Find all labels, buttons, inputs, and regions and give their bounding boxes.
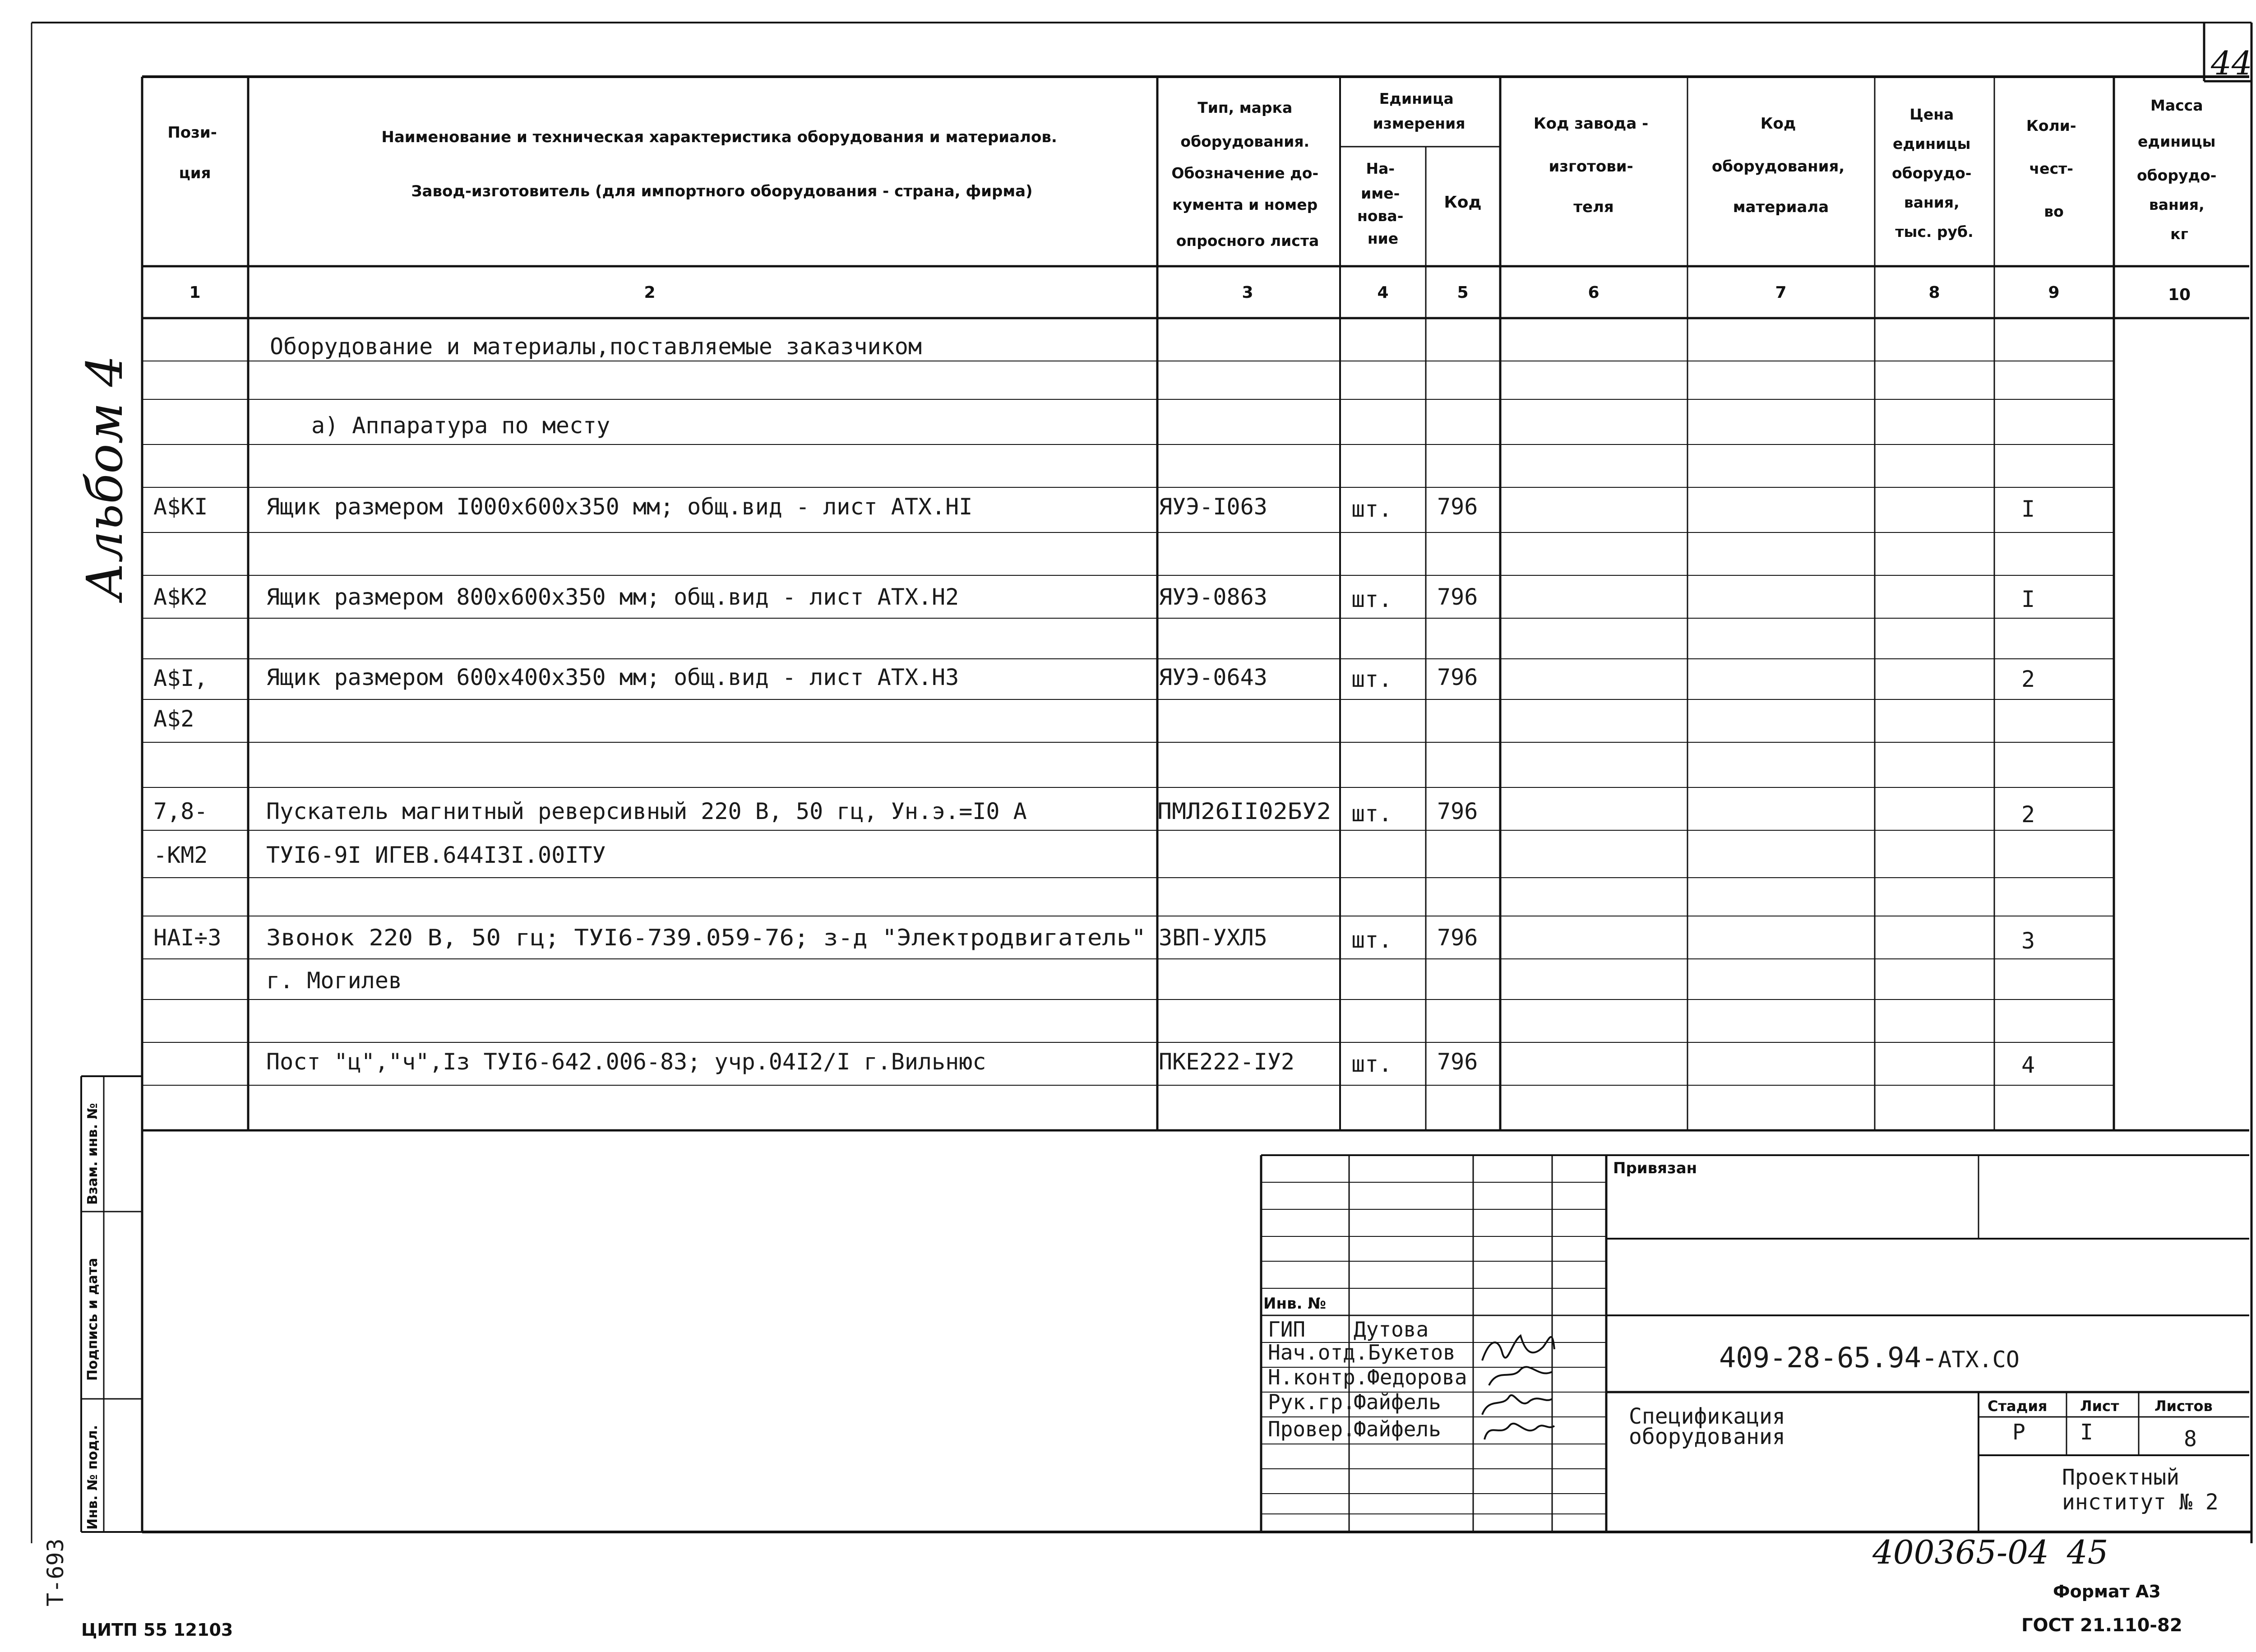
item-quantity: I xyxy=(2021,586,2035,612)
organization-name: Проектный институт № 2 xyxy=(2062,1465,2219,1515)
document-title: Спецификация оборудования xyxy=(1629,1404,1785,1449)
column-number: 5 xyxy=(1457,283,1469,302)
item-unit: шт. xyxy=(1351,927,1392,953)
item-position: A$KI xyxy=(153,494,208,520)
item-position: 7,8- xyxy=(153,798,208,824)
header-unit-name: На- име- нова- ние xyxy=(1357,160,1404,247)
album-label: Альбом 4 xyxy=(76,355,134,600)
sheet-label: Лист xyxy=(2080,1397,2119,1415)
item-name: Ящик размером 600x400x350 мм; общ.вид - лист АТХ.Н3 xyxy=(266,664,959,690)
signatures xyxy=(1482,1336,1554,1439)
item-quantity: 2 xyxy=(2021,801,2035,828)
stamp-replacement-inventory: Взам. инв. № xyxy=(85,1103,101,1205)
table-row xyxy=(266,967,402,994)
item-name: ТУI6-9I ИГЕВ.644I3I.00IТУ xyxy=(266,842,606,868)
sheets-value: 8 xyxy=(2184,1426,2197,1452)
table-row xyxy=(153,584,2035,612)
sheet-value: I xyxy=(2080,1420,2093,1445)
bottom-annotations xyxy=(42,1533,2182,1640)
header-plant-code: Код завода - изготови- теля xyxy=(1533,115,1649,216)
column-number: 7 xyxy=(1775,283,1787,302)
format-label: Формат А3 xyxy=(2053,1582,2161,1601)
column-number: 8 xyxy=(1928,283,1940,302)
table-row xyxy=(153,494,2035,522)
archive-number: 400365-04 45 xyxy=(1872,1533,2108,1571)
table-row xyxy=(153,798,2035,828)
name-checked: Файфель xyxy=(1354,1417,1441,1441)
header-unit-code: Код xyxy=(1444,193,1482,212)
column-number: 2 xyxy=(644,283,656,302)
item-name: а) Аппаратура по месту xyxy=(311,412,610,439)
item-quantity: 2 xyxy=(2021,666,2035,692)
column-number: 10 xyxy=(2168,286,2191,304)
item-name: Оборудование и материалы,поставляемые заказчиком xyxy=(270,333,922,360)
header-name: Наименование и техническая характеристика оборудования и материалов. Завод-изготовитель (для импортного оборудования - страна, фирма) xyxy=(381,128,1057,200)
header-position: Пози- ция xyxy=(167,124,217,182)
item-unit-code: 796 xyxy=(1437,798,1478,824)
header-quantity: Коли- чест- во xyxy=(2026,117,2076,220)
header-equipment-code: Код оборудования, материала xyxy=(1711,115,1845,216)
name-chief-engineer: Дутова xyxy=(1354,1317,1429,1342)
column-number: 6 xyxy=(1588,283,1600,302)
role-department-head: Нач.отд. xyxy=(1268,1340,1368,1365)
stamp-original-inventory: Инв. № подл. xyxy=(85,1425,101,1530)
item-quantity: 3 xyxy=(2021,928,2035,954)
stage-label: Стадия xyxy=(1988,1397,2048,1415)
item-type: ПКЕ222-IУ2 xyxy=(1159,1049,1295,1075)
spec-table-body xyxy=(153,333,2035,1078)
item-name: г. Могилев xyxy=(266,967,402,994)
name-group-lead: Файфель xyxy=(1354,1390,1441,1414)
item-name: Ящик размером 800x600x350 мм; общ.вид - лист АТХ.Н2 xyxy=(266,584,959,610)
item-quantity: 4 xyxy=(2021,1052,2035,1078)
table-row xyxy=(266,1049,2035,1078)
item-type: ЯУЭ-0863 xyxy=(1159,584,1267,610)
column-numbers xyxy=(189,283,2191,304)
item-type: ЯУЭ-I063 xyxy=(1159,494,1267,520)
table-row xyxy=(153,925,2035,954)
bound-label: Привязан xyxy=(1613,1159,1697,1177)
item-name: Пост "ц","ч",Iз ТУI6-642.006-83; учр.04I2/I г.Вильнюс xyxy=(266,1049,986,1075)
item-unit: шт. xyxy=(1351,496,1392,522)
item-unit-code: 796 xyxy=(1437,925,1478,951)
sheets-label: Листов xyxy=(2154,1397,2213,1415)
name-norm-control: Федорова xyxy=(1367,1365,1467,1389)
t-code: Т-693 xyxy=(42,1538,69,1606)
item-unit: шт. xyxy=(1351,666,1392,692)
stage-value: Р xyxy=(2012,1420,2025,1445)
column-number: 1 xyxy=(189,283,201,302)
item-name: Ящик размером I000x600x350 мм; общ.вид - лист АТХ.НI xyxy=(266,494,973,520)
table-row xyxy=(270,333,922,360)
item-name: Звонок 220 В, 50 гц; ТУI6-739.059-76; з-д "Электродвигатель" xyxy=(266,925,1146,951)
table-row xyxy=(311,412,610,439)
item-unit-code: 796 xyxy=(1437,494,1478,520)
item-type: ПМЛ26II02БУ2 xyxy=(1157,798,1331,824)
column-number: 3 xyxy=(1242,283,1253,302)
column-number: 4 xyxy=(1377,283,1389,302)
gost-code: ГОСТ 21.110-82 xyxy=(2021,1615,2182,1636)
table-row xyxy=(153,842,606,868)
title-block xyxy=(1263,1159,2219,1515)
item-unit-code: 796 xyxy=(1437,1049,1478,1075)
role-group-lead: Рук.гр. xyxy=(1268,1390,1355,1414)
table-header xyxy=(167,90,2222,250)
citp-code: ЦИТП 55 12103 xyxy=(81,1620,233,1640)
name-department-head: Букетов xyxy=(1368,1340,1456,1365)
column-number: 9 xyxy=(2048,283,2060,302)
item-unit: шт. xyxy=(1351,1051,1392,1077)
item-unit: шт. xyxy=(1351,801,1392,827)
header-unit: Единица измерения xyxy=(1373,90,1465,132)
side-stamp xyxy=(81,1076,142,1532)
item-unit-code: 796 xyxy=(1437,664,1478,690)
item-type: ЯУЭ-0643 xyxy=(1159,664,1267,690)
role-checked: Провер. xyxy=(1268,1417,1355,1441)
table-row xyxy=(153,664,2035,692)
item-position: -КМ2 xyxy=(153,842,208,868)
item-unit: шт. xyxy=(1351,586,1392,612)
header-type: Тип, марка оборудования. Обозначение до- кумента и номер опросного листа xyxy=(1171,99,1319,250)
inventory-label: Инв. № xyxy=(1263,1295,1327,1313)
item-position: A$K2 xyxy=(153,584,208,610)
header-mass: Масса единицы оборудо- вания, кг xyxy=(2136,97,2217,243)
role-chief-engineer: ГИП xyxy=(1268,1317,1306,1342)
item-position: A$I, xyxy=(153,665,208,691)
stamp-signature-date: Подпись и дата xyxy=(85,1258,101,1381)
document-code: 409-28-65.94-АТХ.СО xyxy=(1719,1341,2020,1374)
role-norm-control: Н.контр. xyxy=(1268,1365,1368,1389)
item-name: Пускатель магнитный реверсивный 220 В, 50 гц, Ун.э.=I0 А xyxy=(266,798,1027,824)
sheet-number: 44 xyxy=(2211,44,2252,82)
item-type: ЗВП-УХЛ5 xyxy=(1159,925,1267,951)
item-position: НАI÷3 xyxy=(153,925,222,951)
item-unit-code: 796 xyxy=(1437,584,1478,610)
header-price: Цена единицы оборудо- вания, тыс. руб. xyxy=(1891,106,1974,241)
item-quantity: I xyxy=(2021,496,2035,522)
item-position: A$2 xyxy=(153,706,194,732)
table-row xyxy=(153,706,194,732)
